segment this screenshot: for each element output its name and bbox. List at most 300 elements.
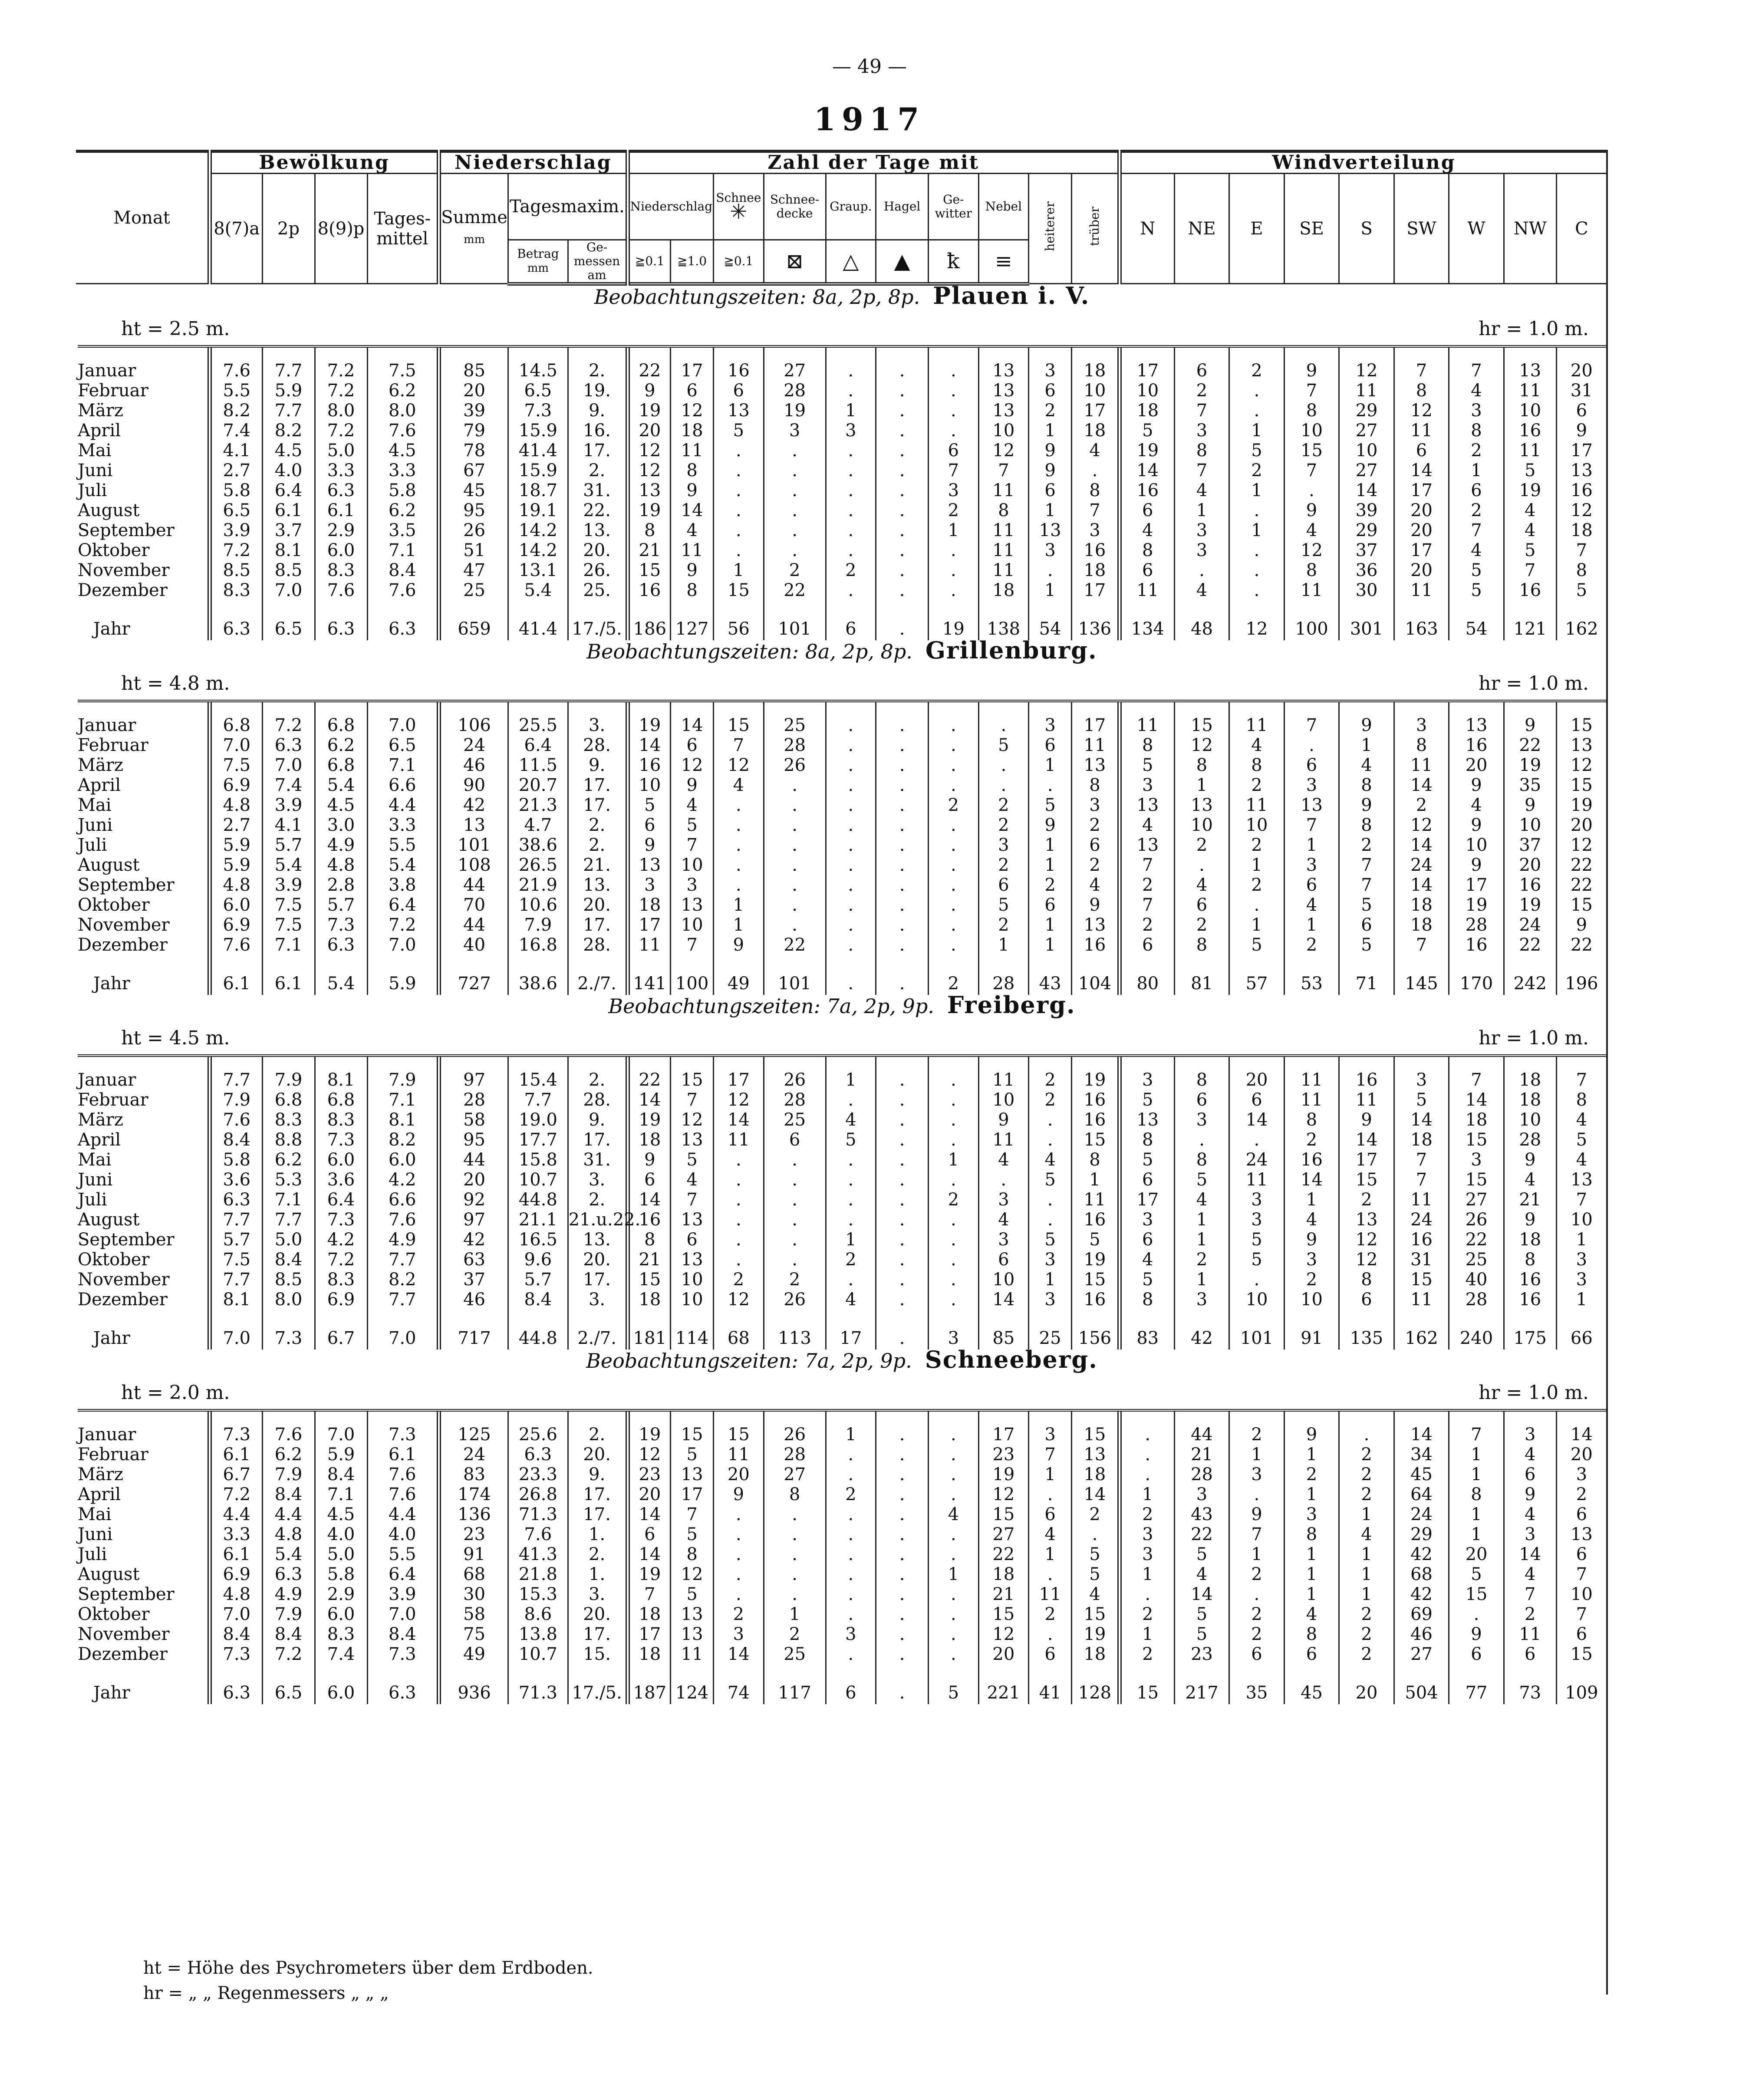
table-cell: 1 — [1449, 1445, 1504, 1465]
table-cell: 17./5. — [568, 1664, 628, 1704]
table-cell: 8.4 — [508, 1290, 568, 1310]
table-cell: 71.3 — [508, 1504, 568, 1524]
table-cell: 9 — [1284, 500, 1339, 520]
table-cell: 2 — [1029, 1090, 1072, 1110]
table-cell: 11 — [1284, 580, 1339, 600]
table-cell: 5 — [1394, 1090, 1449, 1110]
table-cell: 7.0 — [262, 580, 315, 600]
table-cell: 13 — [671, 1130, 714, 1150]
table-cell: 7 — [1556, 540, 1606, 560]
table-cell: 7.5 — [367, 348, 439, 381]
table-cell: 17 — [671, 1484, 714, 1504]
table-cell: 3.3 — [315, 461, 367, 481]
table-cell: 37 — [439, 1270, 508, 1290]
table-cell: . — [764, 1150, 826, 1170]
table-cell: 6.4 — [262, 481, 315, 500]
table-cell: 28 — [764, 735, 826, 755]
table-cell: 12 — [671, 1110, 714, 1130]
table-cell: 2. — [568, 1190, 628, 1210]
table-cell: 4 — [1072, 441, 1120, 461]
table-cell: 196 — [1556, 955, 1606, 995]
table-cell: 13 — [671, 1624, 714, 1644]
table-cell: 8.4 — [262, 1624, 315, 1644]
table-cell: 1 — [714, 560, 764, 580]
table-cell: . — [876, 1544, 929, 1564]
table-cell: 1 — [1029, 915, 1072, 935]
table-cell: 1 — [826, 1057, 876, 1090]
table-cell: 17. — [568, 915, 628, 935]
table-cell: 15.4 — [508, 1057, 568, 1090]
table-cell: . — [876, 1484, 929, 1504]
table-cell: 22 — [628, 1057, 671, 1090]
table-cell: 11 — [671, 441, 714, 461]
table-cell: 4 — [671, 520, 714, 540]
table-cell: 23 — [1174, 1644, 1229, 1664]
table-cell: . — [876, 835, 929, 855]
table-cell: 13 — [1556, 1170, 1606, 1190]
table-cell: 1 — [1120, 1624, 1175, 1644]
header-schnee-label: Schnee — [716, 191, 761, 205]
table-cell: 18 — [1072, 421, 1120, 441]
table-cell: 36 — [1339, 560, 1394, 580]
table-cell: 8 — [1284, 1524, 1339, 1544]
table-cell: 11 — [1029, 1584, 1072, 1604]
station-heading — [76, 284, 1606, 348]
table-cell: 2.9 — [315, 1584, 367, 1604]
table-cell: 16 — [1072, 1090, 1120, 1110]
table-cell: 7.2 — [315, 381, 367, 401]
table-cell: . — [826, 540, 876, 560]
table-cell: 11 — [1072, 1190, 1120, 1210]
table-cell: 6.1 — [367, 1445, 439, 1465]
table-cell: . — [1174, 1130, 1229, 1150]
footnotes — [143, 1955, 593, 2006]
table-cell: 6 — [1120, 500, 1175, 520]
header-wind-e: E — [1229, 174, 1284, 284]
table-cell: 83 — [439, 1465, 508, 1484]
table-cell: . — [1229, 401, 1284, 421]
table-cell: 17 — [1072, 702, 1120, 735]
table-cell: 5 — [1449, 1564, 1504, 1584]
table-cell: 1 — [1174, 1210, 1229, 1230]
table-cell: 1 — [1284, 1445, 1339, 1465]
table-row — [76, 1564, 1606, 1584]
month-label: November — [78, 1624, 170, 1644]
month-label: September — [78, 1229, 175, 1250]
table-cell: . — [826, 381, 876, 401]
table-cell: 14 — [1556, 1412, 1606, 1445]
table-cell: 15 — [1072, 1130, 1120, 1150]
table-cell: 9 — [1029, 461, 1072, 481]
table-cell: . — [876, 1465, 929, 1484]
table-cell: 28. — [568, 1090, 628, 1110]
table-cell: . — [929, 1130, 979, 1150]
table-cell: 28 — [978, 955, 1029, 995]
table-cell: 5 — [1556, 580, 1606, 600]
table-cell: 3 — [826, 421, 876, 441]
table-cell: 3 — [1229, 1190, 1284, 1210]
table-cell: 16 — [1449, 935, 1504, 955]
table-cell: 6 — [826, 600, 876, 640]
table-cell: 13 — [671, 1604, 714, 1624]
table-cell: 9 — [978, 1110, 1029, 1130]
table-cell: 3 — [1029, 702, 1072, 735]
table-cell: 21 — [1504, 1190, 1556, 1210]
table-row — [76, 735, 1606, 755]
table-cell: 7 — [671, 835, 714, 855]
table-cell: 8 — [1284, 560, 1339, 580]
table-cell: 16 — [628, 1210, 671, 1230]
table-cell: 77 — [1449, 1664, 1504, 1704]
table-cell: 1 — [826, 1230, 876, 1250]
table-cell: 2./7. — [568, 955, 628, 995]
table-cell: 10 — [978, 421, 1029, 441]
table-cell: 27 — [1394, 1644, 1449, 1664]
table-cell: . — [876, 795, 929, 815]
table-cell: 1. — [568, 1564, 628, 1584]
table-cell: 15 — [628, 1270, 671, 1290]
table-cell: 44 — [1174, 1412, 1229, 1445]
station-heading-cell — [76, 636, 1606, 702]
table-cell: 3 — [1504, 1524, 1556, 1544]
table-cell: 7.7 — [508, 1090, 568, 1110]
table-row — [76, 1544, 1606, 1564]
table-cell: 26 — [764, 1412, 826, 1445]
table-cell: 66 — [1556, 1310, 1606, 1350]
table-cell: 8.4 — [210, 1624, 262, 1644]
table-cell: 3 — [1029, 1250, 1072, 1270]
year-total-row — [76, 955, 1606, 995]
table-cell: . — [1229, 560, 1284, 580]
table-cell: . — [714, 461, 764, 481]
table-cell: . — [714, 855, 764, 875]
table-cell: . — [826, 702, 876, 735]
table-cell: 11 — [714, 1445, 764, 1465]
table-cell: 18 — [628, 1130, 671, 1150]
table-cell: 2 — [714, 1604, 764, 1624]
table-cell: 73 — [1504, 1664, 1556, 1704]
table-cell: 22. — [568, 500, 628, 520]
table-cell: 15 — [671, 1412, 714, 1445]
table-cell: 7.6 — [367, 421, 439, 441]
table-cell: 42 — [439, 795, 508, 815]
table-cell: . — [714, 875, 764, 895]
table-cell: 4 — [1504, 520, 1556, 540]
table-cell: 16 — [1504, 580, 1556, 600]
table-cell: . — [764, 795, 826, 815]
table-cell: 4.8 — [210, 1584, 262, 1604]
table-cell: 17 — [1120, 1190, 1175, 1210]
table-cell: 7.6 — [367, 1210, 439, 1230]
table-cell: 19 — [628, 401, 671, 421]
table-cell: . — [876, 421, 929, 441]
table-cell: 6.0 — [210, 895, 262, 915]
table-cell: . — [876, 1664, 929, 1704]
table-cell: 49 — [714, 955, 764, 995]
table-cell: . — [826, 1604, 876, 1624]
table-cell: 9 — [1504, 1150, 1556, 1170]
table-cell: 10 — [1229, 1290, 1284, 1310]
table-cell: 9 — [1339, 1110, 1394, 1130]
table-cell: 145 — [1394, 955, 1449, 995]
table-cell: 717 — [439, 1310, 508, 1350]
table-cell: 5 — [1072, 1564, 1120, 1584]
table-cell: . — [764, 500, 826, 520]
table-cell: . — [764, 775, 826, 795]
rain-gauge-height: hr = 1.0 m. — [1479, 1381, 1589, 1404]
table-cell: 8 — [1174, 935, 1229, 955]
table-cell: 8 — [1120, 1130, 1175, 1150]
table-cell: 7.3 — [210, 1412, 262, 1445]
table-cell: 17 — [714, 1057, 764, 1090]
table-cell: 8.3 — [210, 580, 262, 600]
table-cell: 20 — [1339, 1664, 1394, 1704]
table-cell: . — [1229, 1484, 1284, 1504]
table-cell: 7.0 — [367, 702, 439, 735]
header-wind-ne: NE — [1174, 174, 1229, 284]
table-cell: 9 — [714, 935, 764, 955]
table-cell: 7 — [1284, 381, 1339, 401]
table-cell: 7.3 — [315, 1130, 367, 1150]
table-cell: 27 — [1339, 421, 1394, 441]
table-cell: 14 — [1339, 1130, 1394, 1150]
table-cell: 109 — [1556, 1664, 1606, 1704]
table-cell: 5 — [671, 1584, 714, 1604]
table-cell: 28. — [568, 935, 628, 955]
table-cell: 8 — [1339, 775, 1394, 795]
header-tage-schnee — [714, 174, 764, 240]
table-cell: 8 — [1504, 1250, 1556, 1270]
table-cell: 6 — [1556, 401, 1606, 421]
table-cell: 22 — [1556, 855, 1606, 875]
table-cell: 22 — [1449, 1230, 1504, 1250]
table-cell: 5.9 — [315, 1445, 367, 1465]
table-row — [76, 461, 1606, 481]
month-label: Dezember — [78, 1289, 168, 1310]
station-title — [78, 636, 1606, 664]
table-cell: 6.1 — [262, 500, 315, 520]
table-cell: 6 — [1029, 381, 1072, 401]
table-cell: . — [876, 600, 929, 640]
table-cell: 15 — [1449, 1584, 1504, 1604]
table-cell: . — [1174, 560, 1229, 580]
table-cell: 8.3 — [315, 560, 367, 580]
table-cell: 4 — [826, 1110, 876, 1130]
table-cell: . — [1229, 500, 1284, 520]
table-cell: 7 — [1284, 815, 1339, 835]
table-cell: 1 — [1556, 1230, 1606, 1250]
table-cell: . — [826, 755, 876, 775]
month-label: August — [78, 855, 140, 875]
table-cell: 8.5 — [262, 1270, 315, 1290]
table-cell: . — [764, 1170, 826, 1190]
header-wind-n: N — [1120, 174, 1175, 284]
table-cell: 28 — [1449, 1290, 1504, 1310]
table-cell: 14 — [1394, 875, 1449, 895]
table-cell: 4 — [1120, 1250, 1175, 1270]
table-cell: 26. — [568, 560, 628, 580]
station-heading — [76, 1350, 1606, 1412]
table-cell: 92 — [439, 1190, 508, 1210]
table-cell: 3.9 — [210, 520, 262, 540]
table-cell: 13. — [568, 875, 628, 895]
table-cell: 10 — [1504, 815, 1556, 835]
table-cell: 6.8 — [315, 755, 367, 775]
table-cell: 5 — [1174, 1624, 1229, 1644]
table-cell: . — [929, 875, 979, 895]
table-cell: . — [929, 1524, 979, 1544]
table-cell: . — [876, 580, 929, 600]
table-cell: 9 — [1284, 1230, 1339, 1250]
table-cell: 7.1 — [262, 935, 315, 955]
table-cell: 10.6 — [508, 895, 568, 915]
table-cell: 40 — [439, 935, 508, 955]
table-cell: . — [929, 1090, 979, 1110]
table-cell: 7.3 — [315, 915, 367, 935]
table-cell: 71 — [1339, 955, 1394, 995]
table-cell: 6.9 — [315, 1290, 367, 1310]
table-cell: 5 — [978, 735, 1029, 755]
table-cell: 81 — [1174, 955, 1229, 995]
footnote-ht: ht = Höhe des Psychrometers über dem Erdboden. — [143, 1958, 593, 1978]
table-cell: 2. — [568, 461, 628, 481]
month-label: September — [78, 1584, 175, 1604]
table-cell: . — [929, 1110, 979, 1130]
table-row — [76, 381, 1606, 401]
table-cell: 1 — [1284, 1584, 1339, 1604]
table-cell: 7.9 — [262, 1465, 315, 1484]
month-label: April — [78, 1484, 121, 1504]
table-cell: 11 — [1229, 795, 1284, 815]
table-cell: 21 — [1174, 1445, 1229, 1465]
table-cell: 10 — [1284, 1290, 1339, 1310]
table-cell: 7.3 — [367, 1412, 439, 1445]
table-cell: 242 — [1504, 955, 1556, 995]
station-heights — [78, 319, 1606, 348]
table-cell: 11 — [978, 481, 1029, 500]
table-cell: 26 — [764, 1290, 826, 1310]
table-cell: . — [764, 815, 826, 835]
table-cell: . — [876, 1270, 929, 1290]
table-cell: 17 — [628, 915, 671, 935]
table-cell: . — [876, 1644, 929, 1664]
table-cell: 5 — [1029, 1170, 1072, 1190]
table-cell: 4 — [1556, 1110, 1606, 1130]
table-cell: 7.9 — [508, 915, 568, 935]
table-cell: 2 — [1284, 1130, 1339, 1150]
header-wind-sw: SW — [1394, 174, 1449, 284]
table-cell: 18 — [628, 1644, 671, 1664]
table-row — [76, 1130, 1606, 1150]
table-cell: 13 — [439, 815, 508, 835]
table-cell: 18 — [1556, 520, 1606, 540]
table-cell: . — [714, 441, 764, 461]
table-cell: 2 — [1029, 875, 1072, 895]
table-cell: 2 — [929, 955, 979, 995]
table-cell: 19.1 — [508, 500, 568, 520]
table-cell: . — [876, 1310, 929, 1350]
table-cell: 5.3 — [262, 1170, 315, 1190]
table-cell: 41.4 — [508, 441, 568, 461]
table-cell: 3.8 — [367, 875, 439, 895]
table-cell: 2. — [568, 1544, 628, 1564]
table-cell: 4 — [1449, 540, 1504, 560]
table-cell: 97 — [439, 1210, 508, 1230]
table-cell: 13 — [1556, 1524, 1606, 1544]
table-cell: 11 — [671, 1644, 714, 1664]
table-cell: 4 — [1284, 520, 1339, 540]
table-cell: 12 — [714, 1090, 764, 1110]
table-cell: 240 — [1449, 1310, 1504, 1350]
table-cell: 3.3 — [367, 815, 439, 835]
table-cell: 9 — [1504, 1210, 1556, 1230]
table-cell: 1 — [1229, 1544, 1284, 1564]
table-cell: 16. — [568, 421, 628, 441]
table-row — [76, 441, 1606, 461]
table-cell: . — [826, 1584, 876, 1604]
table-cell: 8 — [1284, 401, 1339, 421]
table-cell: 8 — [671, 461, 714, 481]
table-cell: 11 — [1394, 580, 1449, 600]
table-cell: 48 — [1174, 600, 1229, 640]
table-cell: 12 — [1394, 815, 1449, 835]
table-cell: 14 — [1284, 1170, 1339, 1190]
header-n10: ≧1.0 — [671, 240, 714, 284]
table-cell: . — [826, 441, 876, 461]
table-cell: . — [1449, 1604, 1504, 1624]
month-label: April — [78, 775, 121, 795]
table-cell: . — [1029, 1484, 1072, 1504]
table-cell: . — [1229, 1130, 1284, 1150]
table-cell: 22 — [1174, 1524, 1229, 1544]
table-cell: 10 — [1120, 381, 1175, 401]
table-cell: . — [876, 1150, 929, 1170]
table-row — [76, 875, 1606, 895]
header-trueber-label: trüber — [1087, 207, 1102, 246]
table-cell: 5.9 — [367, 955, 439, 995]
table-cell: . — [876, 1210, 929, 1230]
table-cell: 25. — [568, 580, 628, 600]
table-cell: 16 — [1284, 1150, 1339, 1170]
table-cell: 68 — [1394, 1564, 1449, 1584]
table-cell: 8 — [671, 1544, 714, 1564]
table-cell: . — [1029, 1624, 1072, 1644]
table-cell: 18 — [1449, 1110, 1504, 1130]
table-cell: 15 — [1120, 1664, 1175, 1704]
table-cell: 1 — [714, 895, 764, 915]
table-cell: 10.7 — [508, 1170, 568, 1190]
table-cell: . — [714, 1524, 764, 1544]
table-cell: 25 — [764, 1110, 826, 1130]
table-cell: 8.3 — [262, 1110, 315, 1130]
table-cell: . — [1229, 540, 1284, 560]
table-cell: 2.8 — [315, 875, 367, 895]
table-cell: 10 — [671, 1270, 714, 1290]
table-cell: . — [876, 1057, 929, 1090]
table-cell: 11 — [1394, 1190, 1449, 1210]
table-cell: 3 — [1229, 1465, 1284, 1484]
table-cell: 162 — [1394, 1310, 1449, 1350]
station-name: Freiberg. — [947, 991, 1076, 1019]
table-cell: 70 — [439, 895, 508, 915]
table-cell: 1 — [1029, 580, 1072, 600]
table-cell: 8.2 — [262, 421, 315, 441]
table-cell: 7.0 — [210, 735, 262, 755]
table-cell: 15.3 — [508, 1584, 568, 1604]
table-cell: 11 — [978, 540, 1029, 560]
table-cell: 3 — [1120, 775, 1175, 795]
table-cell: 18 — [1072, 1465, 1120, 1484]
